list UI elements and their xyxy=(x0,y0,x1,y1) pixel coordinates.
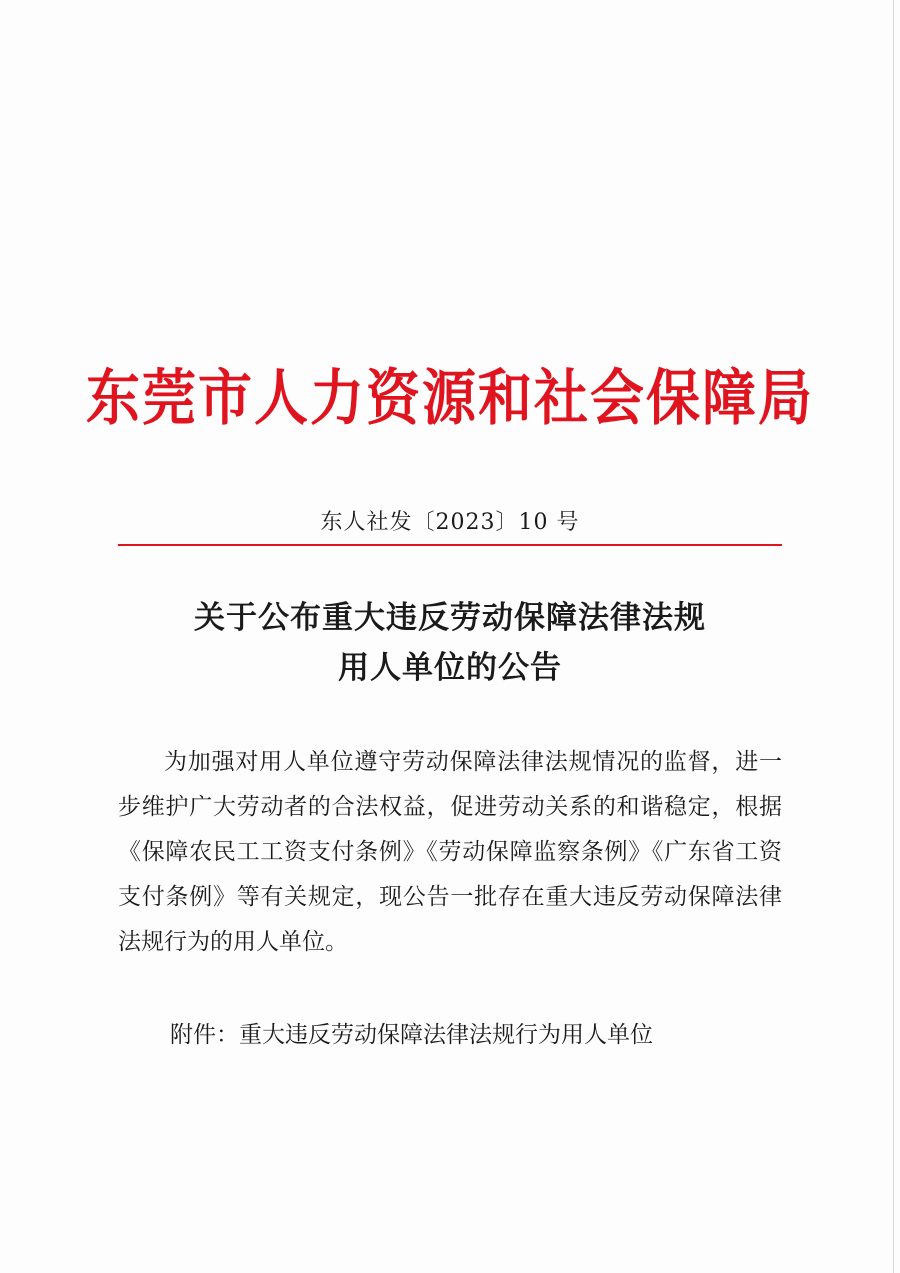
issuing-organization-masthead: 东莞市人力资源和社会保障局 xyxy=(86,361,814,434)
body-paragraph: 为加强对用人单位遵守劳动保障法律法规情况的监督，进一步维护广大劳动者的合法权益，促进劳动关系的和谐稳定，根据《保障农民工工资支付条例》《劳动保障监察条例》《广东省工资支付条例》等有关规定，现公告一批存在重大违反劳动保障法律法规行为的用人单位。 xyxy=(118,749,782,955)
attachment-label: 附件： xyxy=(170,1022,239,1048)
attachment-line xyxy=(170,1016,653,1049)
red-separator-line xyxy=(118,544,782,546)
attachment-title: 重大违反劳动保障法律法规行为用人单位 xyxy=(239,1022,653,1048)
document-number: 东人社发〔2023〕10 号 xyxy=(320,510,580,535)
document-title-line-1: 关于公布重大违反劳动保障法律法规 xyxy=(194,600,706,636)
document-title-line-2: 用人单位的公告 xyxy=(338,650,562,686)
